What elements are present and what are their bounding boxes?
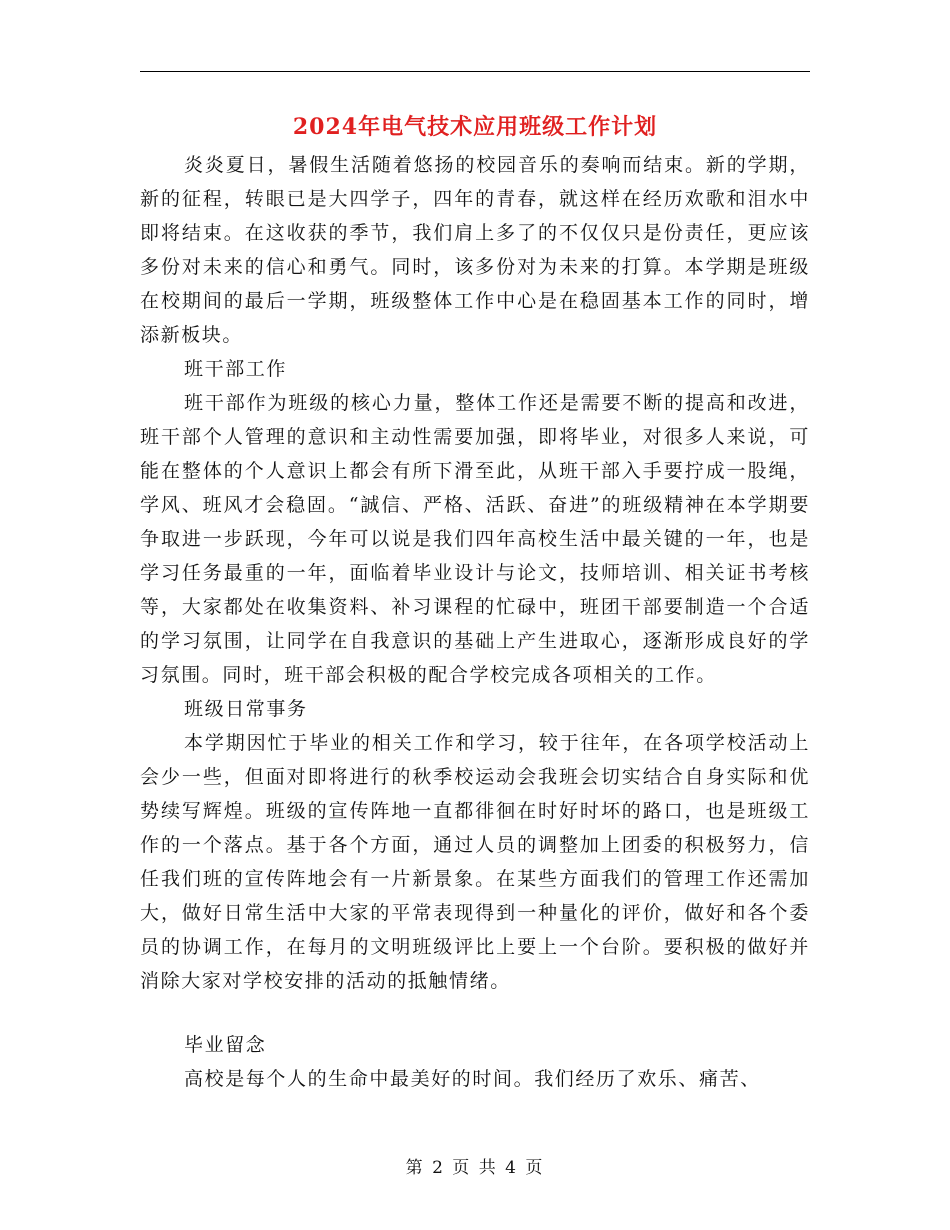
document-body (140, 148, 810, 1096)
section-heading-graduation: 毕业留念 (184, 1034, 267, 1056)
paragraph-graduation: 高校是每个人的生命中最美好的时间。我们经历了欢乐、痛苦、 (184, 1068, 761, 1090)
section-heading-cadres: 班干部工作 (184, 358, 288, 380)
paragraph-daily-affairs: 本学期因忙于毕业的相关工作和学习，较于往年，在各项学校活动上会少一些，但面对即将进行的秋季校运动会我班会切实结合自身实际和优势续写辉煌。班级的宣传阵地一直都徘徊在时好时坏的路口，也是班级工作的一个落点。基于各个方面，通过人员的调整加上团委的积极努力，信任我们班的宣传阵地会有一片新景象。在某些方面我们的管理工作还需加大，做好日常生活中大家的平常表现得到一种量化的评价，做好和各个委员的协调工作，在每月的文明班级评比上要上一个台阶。要积极的做好并消除大家对学校安排的活动的抵触情绪。 (140, 732, 810, 992)
section-heading-daily-affairs: 班级日常事务 (184, 698, 308, 720)
document-title: 2024年电气技术应用班级工作计划 (292, 114, 658, 140)
page-footer: 第 2 页 共 4 页 (405, 1158, 545, 1178)
header-rule (140, 71, 810, 72)
paragraph-intro: 炎炎夏日，暑假生活随着悠扬的校园音乐的奏响而结束。新的学期，新的征程，转眼已是大四学子，四年的青春，就这样在经历欢歌和泪水中即将结束。在这收获的季节，我们肩上多了的不仅仅只是份责任，更应该多份对未来的信心和勇气。同时，该多份对为未来的打算。本学期是班级在校期间的最后一学期，班级整体工作中心是在稳固基本工作的同时，增添新板块。 (140, 154, 810, 346)
paragraph-cadres: 班干部作为班级的核心力量，整体工作还是需要不断的提高和改进，班干部个人管理的意识和主动性需要加强，即将毕业，对很多人来说，可能在整体的个人意识上都会有所下滑至此，从班干部入手要拧成一股绳，学风、班风才会稳固。“誠信、严格、活跃、奋进”的班级精神在本学期要争取进一步跃现，今年可以说是我们四年高校生活中最关键的一年，也是学习任务最重的一年，面临着毕业设计与论文，技师培训、相关证书考核等，大家都处在收集资料、补习课程的忙碌中，班团干部要制造一个合适的学习氛围，让同学在自我意识的基础上产生进取心，逐渐形成良好的学习氛围。同时，班干部会积极的配合学校完成各项相关的工作。 (140, 392, 810, 686)
